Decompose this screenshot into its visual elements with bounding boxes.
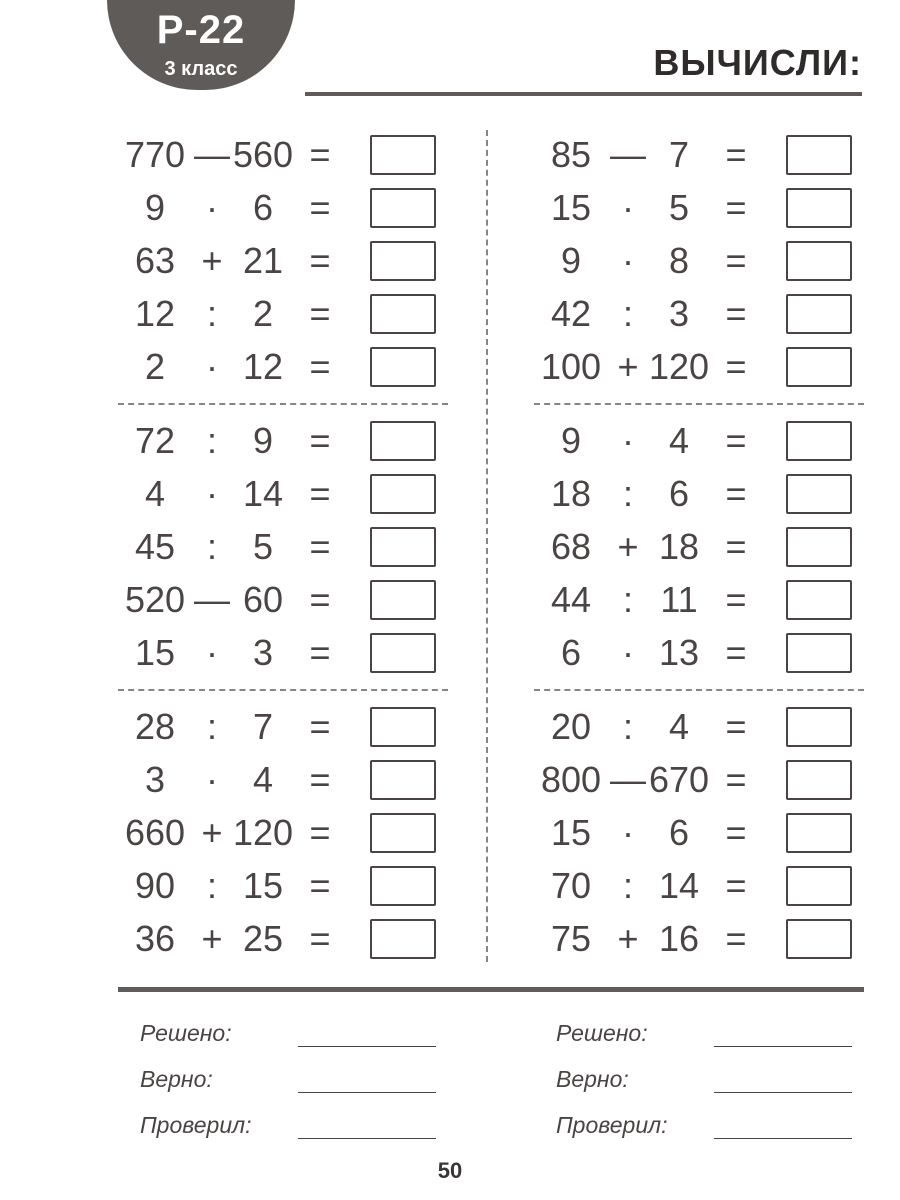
equals-sign: = xyxy=(725,187,747,228)
equals-sign: = xyxy=(725,918,747,959)
column-divider xyxy=(486,130,488,962)
operand-b: 7 xyxy=(668,134,690,175)
equals-sign: = xyxy=(309,632,331,673)
operand-a: 15 xyxy=(134,632,176,673)
operator: + xyxy=(201,812,223,853)
operator: + xyxy=(201,240,223,281)
equals-sign: = xyxy=(725,706,747,747)
equals-sign: = xyxy=(309,918,331,959)
operand-a: 9 xyxy=(144,187,166,228)
operand-b: 8 xyxy=(668,240,690,281)
operator: : xyxy=(622,579,633,620)
operand-b: 25 xyxy=(242,918,284,959)
equals-sign: = xyxy=(725,526,747,567)
answer-box[interactable] xyxy=(370,347,436,387)
operand-a: 28 xyxy=(134,706,176,747)
equals-sign: = xyxy=(309,759,331,800)
answer-box[interactable] xyxy=(786,813,852,853)
operand-a: 70 xyxy=(550,865,592,906)
operator: · xyxy=(206,473,218,514)
operand-b: 60 xyxy=(242,579,284,620)
correct-line[interactable] xyxy=(298,1092,436,1093)
operator: : xyxy=(622,706,633,747)
equals-sign: = xyxy=(725,293,747,334)
operand-a: 520 xyxy=(124,579,186,620)
answer-box[interactable] xyxy=(370,707,436,747)
operand-a: 44 xyxy=(550,579,592,620)
equals-sign: = xyxy=(725,812,747,853)
operand-b: 7 xyxy=(252,706,274,747)
operator: : xyxy=(206,526,217,567)
operator: — xyxy=(194,579,230,620)
operator: : xyxy=(622,865,633,906)
operand-b: 120 xyxy=(232,812,294,853)
operator: + xyxy=(617,526,639,567)
operand-a: 85 xyxy=(550,134,592,175)
equals-sign: = xyxy=(309,865,331,906)
answer-box[interactable] xyxy=(370,135,436,175)
operand-b: 6 xyxy=(668,812,690,853)
operator: · xyxy=(206,632,218,673)
operator: + xyxy=(617,346,639,387)
solved-label: Решено: xyxy=(556,1020,648,1046)
equals-sign: = xyxy=(309,293,331,334)
answer-box[interactable] xyxy=(370,633,436,673)
answer-box[interactable] xyxy=(786,760,852,800)
answer-box[interactable] xyxy=(370,813,436,853)
answer-box[interactable] xyxy=(370,474,436,514)
header-divider xyxy=(305,92,862,96)
answer-box[interactable] xyxy=(370,919,436,959)
operand-b: 6 xyxy=(668,473,690,514)
operand-b: 14 xyxy=(242,473,284,514)
operand-a: 42 xyxy=(550,293,592,334)
equals-sign: = xyxy=(725,579,747,620)
answer-box[interactable] xyxy=(370,866,436,906)
operand-b: 4 xyxy=(668,706,690,747)
operator: : xyxy=(622,293,633,334)
answer-box[interactable] xyxy=(786,188,852,228)
operand-a: 9 xyxy=(560,420,582,461)
equals-sign: = xyxy=(309,187,331,228)
operand-b: 560 xyxy=(232,134,294,175)
operand-a: 4 xyxy=(144,473,166,514)
solved-line[interactable] xyxy=(298,1046,436,1047)
operand-b: 13 xyxy=(658,632,700,673)
solved-line[interactable] xyxy=(714,1046,852,1047)
answer-box[interactable] xyxy=(370,580,436,620)
operator: · xyxy=(622,812,634,853)
operand-a: 800 xyxy=(540,759,602,800)
equals-sign: = xyxy=(309,346,331,387)
equals-sign: = xyxy=(725,865,747,906)
checked-line[interactable] xyxy=(298,1138,436,1139)
group-separator xyxy=(118,403,448,405)
operator: + xyxy=(617,918,639,959)
answer-box[interactable] xyxy=(786,474,852,514)
equals-sign: = xyxy=(725,632,747,673)
operator: + xyxy=(201,918,223,959)
operand-a: 9 xyxy=(560,240,582,281)
group-separator xyxy=(534,689,864,691)
operator: · xyxy=(206,187,218,228)
equals-sign: = xyxy=(725,240,747,281)
answer-box[interactable] xyxy=(370,294,436,334)
operand-a: 15 xyxy=(550,187,592,228)
operator: · xyxy=(622,187,634,228)
operand-b: 3 xyxy=(252,632,274,673)
operand-b: 670 xyxy=(648,759,710,800)
grade-label: 3 класс xyxy=(164,58,238,80)
equals-sign: = xyxy=(309,473,331,514)
answer-box[interactable] xyxy=(786,633,852,673)
answer-box[interactable] xyxy=(786,421,852,461)
operand-b: 4 xyxy=(252,759,274,800)
operand-b: 14 xyxy=(658,865,700,906)
operator: — xyxy=(610,134,646,175)
equals-sign: = xyxy=(309,240,331,281)
operand-a: 770 xyxy=(124,134,186,175)
checked-label: Проверил: xyxy=(556,1112,668,1138)
answer-box[interactable] xyxy=(370,241,436,281)
answer-box[interactable] xyxy=(786,347,852,387)
answer-box[interactable] xyxy=(370,760,436,800)
operand-a: 36 xyxy=(134,918,176,959)
operand-a: 63 xyxy=(134,240,176,281)
equals-sign: = xyxy=(309,579,331,620)
operand-b: 120 xyxy=(648,346,710,387)
operator: · xyxy=(206,346,218,387)
answer-box[interactable] xyxy=(786,919,852,959)
operand-a: 12 xyxy=(134,293,176,334)
answer-box[interactable] xyxy=(370,421,436,461)
operand-b: 2 xyxy=(252,293,274,334)
equals-sign: = xyxy=(725,346,747,387)
operand-a: 3 xyxy=(144,759,166,800)
operator: — xyxy=(610,759,646,800)
answer-box[interactable] xyxy=(786,707,852,747)
operand-a: 660 xyxy=(124,812,186,853)
page-number: 50 xyxy=(437,1158,463,1183)
operand-a: 100 xyxy=(540,346,602,387)
correct-label: Верно: xyxy=(556,1066,629,1092)
operator: : xyxy=(622,473,633,514)
operand-a: 2 xyxy=(144,346,166,387)
operand-a: 6 xyxy=(560,632,582,673)
operand-b: 12 xyxy=(242,346,284,387)
operator: : xyxy=(206,865,217,906)
answer-box[interactable] xyxy=(786,580,852,620)
equals-sign: = xyxy=(309,812,331,853)
group-separator xyxy=(118,689,448,691)
operand-b: 5 xyxy=(668,187,690,228)
variant-code: Р-22 xyxy=(156,8,246,52)
answer-box[interactable] xyxy=(786,866,852,906)
operand-b: 5 xyxy=(252,526,274,567)
operand-b: 15 xyxy=(242,865,284,906)
equals-sign: = xyxy=(725,134,747,175)
operand-b: 9 xyxy=(252,420,274,461)
operator: · xyxy=(622,240,634,281)
equals-sign: = xyxy=(725,759,747,800)
operand-a: 75 xyxy=(550,918,592,959)
operand-b: 3 xyxy=(668,293,690,334)
solved-label: Решено: xyxy=(140,1020,232,1046)
operand-a: 72 xyxy=(134,420,176,461)
equals-sign: = xyxy=(309,706,331,747)
equals-sign: = xyxy=(309,134,331,175)
answer-box[interactable] xyxy=(786,241,852,281)
operand-a: 18 xyxy=(550,473,592,514)
operator: · xyxy=(206,759,218,800)
group-separator xyxy=(534,403,864,405)
operand-b: 11 xyxy=(660,579,698,620)
operand-a: 20 xyxy=(550,706,592,747)
answer-box[interactable] xyxy=(370,188,436,228)
operator: · xyxy=(622,420,634,461)
equals-sign: = xyxy=(309,420,331,461)
correct-line[interactable] xyxy=(714,1092,852,1093)
operand-a: 68 xyxy=(550,526,592,567)
operand-a: 15 xyxy=(550,812,592,853)
operator: · xyxy=(622,632,634,673)
operand-b: 4 xyxy=(668,420,690,461)
checked-line[interactable] xyxy=(714,1138,852,1139)
answer-box[interactable] xyxy=(786,294,852,334)
operand-b: 16 xyxy=(658,918,700,959)
operator: : xyxy=(206,706,217,747)
answer-box[interactable] xyxy=(370,527,436,567)
page-title: ВЫЧИСЛИ: xyxy=(653,42,862,83)
operator: — xyxy=(194,134,230,175)
operand-b: 6 xyxy=(252,187,274,228)
equals-sign: = xyxy=(725,420,747,461)
operator: : xyxy=(206,293,217,334)
operator: : xyxy=(206,420,217,461)
operand-b: 18 xyxy=(658,526,700,567)
equals-sign: = xyxy=(725,473,747,514)
operand-a: 45 xyxy=(134,526,176,567)
operand-a: 90 xyxy=(134,865,176,906)
answer-box[interactable] xyxy=(786,527,852,567)
operand-b: 21 xyxy=(242,240,284,281)
footer-divider xyxy=(118,987,864,992)
answer-box[interactable] xyxy=(786,135,852,175)
checked-label: Проверил: xyxy=(140,1112,252,1138)
correct-label: Верно: xyxy=(140,1066,213,1092)
equals-sign: = xyxy=(309,526,331,567)
